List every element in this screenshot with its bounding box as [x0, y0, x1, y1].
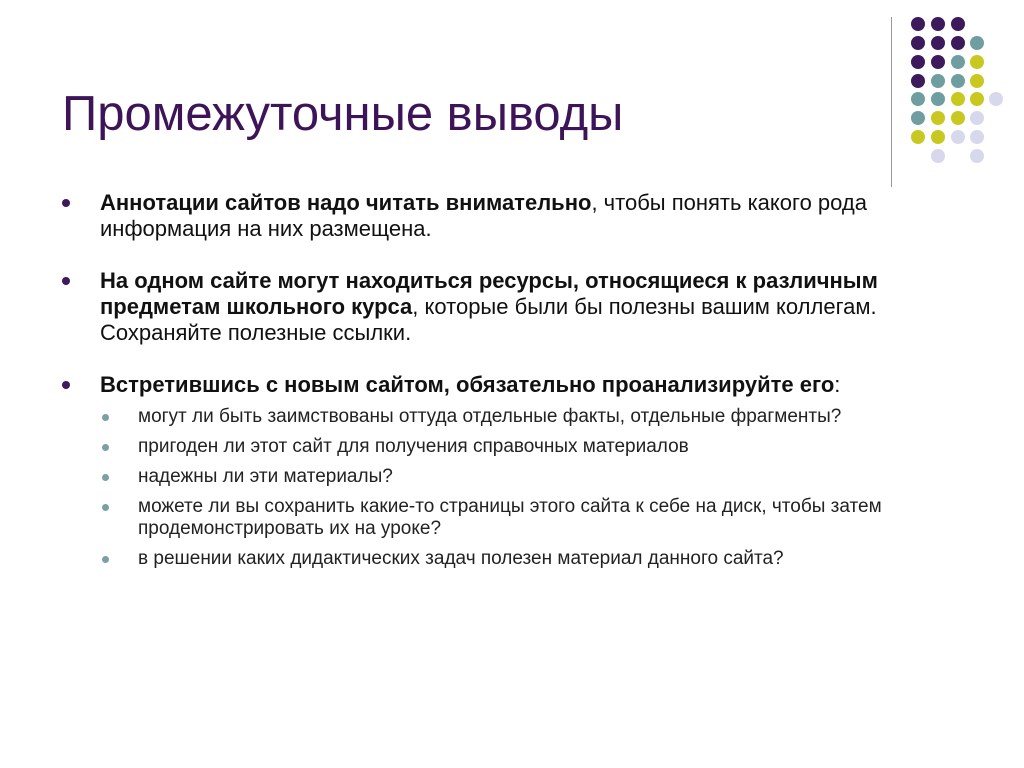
decor-dot — [911, 130, 925, 144]
bullet-item — [62, 268, 972, 346]
decor-dot — [931, 74, 945, 88]
bullet-text: , чтобы понять какого рода информация на них размещена. — [100, 190, 867, 241]
sub-bullet-item — [100, 406, 972, 428]
decor-dot — [951, 92, 965, 106]
sub-bullet-icon — [102, 556, 109, 563]
decor-dot — [911, 55, 925, 69]
decor-dot — [911, 36, 925, 50]
bullet-bold-text: Встретившись с новым сайтом, обязательно проанализируйте его — [100, 372, 835, 397]
decor-dot — [931, 130, 945, 144]
decor-dot — [931, 92, 945, 106]
decor-dot — [931, 55, 945, 69]
sub-bullet-text: пригоден ли этот сайт для получения справочных материалов — [138, 436, 689, 457]
sub-bullet-text: в решении каких дидактических задач полезен материал данного сайта? — [138, 548, 784, 569]
decor-dot — [931, 17, 945, 31]
decor-dot — [989, 92, 1003, 106]
bullet-icon — [62, 277, 70, 285]
bullet-text: , которые были бы полезны вашим коллегам. Сохраняйте полезные ссылки. — [100, 294, 877, 345]
decor-dot — [931, 36, 945, 50]
sub-bullet-item — [100, 496, 972, 540]
sub-bullet-icon — [102, 414, 109, 421]
decor-dot — [911, 17, 925, 31]
decor-dot — [951, 130, 965, 144]
decor-dot — [970, 74, 984, 88]
divider-line — [891, 17, 892, 187]
decor-dot — [911, 74, 925, 88]
bullet-bold-text: Аннотации сайтов надо читать внимательно — [100, 190, 592, 215]
bullet-item — [62, 190, 972, 242]
sub-bullet-icon — [102, 444, 109, 451]
sub-bullet-list — [100, 406, 972, 570]
decor-dot — [970, 130, 984, 144]
decor-dot — [970, 55, 984, 69]
decor-dot — [951, 55, 965, 69]
decor-dot — [970, 92, 984, 106]
decor-dot — [951, 111, 965, 125]
decor-dot — [970, 111, 984, 125]
bullet-bold-text: На одном сайте могут находиться ресурсы, относящиеся к различным предметам школьного курса — [100, 268, 878, 319]
sub-bullet-item — [100, 548, 972, 570]
decor-dot — [931, 111, 945, 125]
sub-bullet-icon — [102, 504, 109, 511]
bullet-icon — [62, 381, 70, 389]
sub-bullet-item — [100, 436, 972, 458]
slide-title: Промежуточные выводы — [62, 87, 624, 141]
decor-dot — [970, 149, 984, 163]
decor-dot — [931, 149, 945, 163]
decor-dot — [970, 36, 984, 50]
sub-bullet-text: можете ли вы сохранить какие-то страницы этого сайта к себе на диск, чтобы затем продемонстрировать их на уроке? — [138, 496, 882, 539]
decor-dot — [951, 74, 965, 88]
bullet-item — [62, 372, 972, 570]
bullet-icon — [62, 199, 70, 207]
bullet-text: : — [834, 372, 841, 397]
sub-bullet-text: надежны ли эти материалы? — [138, 466, 393, 487]
decor-dot — [951, 36, 965, 50]
sub-bullet-item — [100, 466, 972, 488]
decor-dot — [911, 92, 925, 106]
decor-dot — [911, 111, 925, 125]
decor-dot — [951, 17, 965, 31]
bullet-list — [62, 190, 972, 570]
sub-bullet-icon — [102, 474, 109, 481]
sub-bullet-text: могут ли быть заимствованы оттуда отдельные факты, отдельные фрагменты? — [138, 406, 842, 427]
